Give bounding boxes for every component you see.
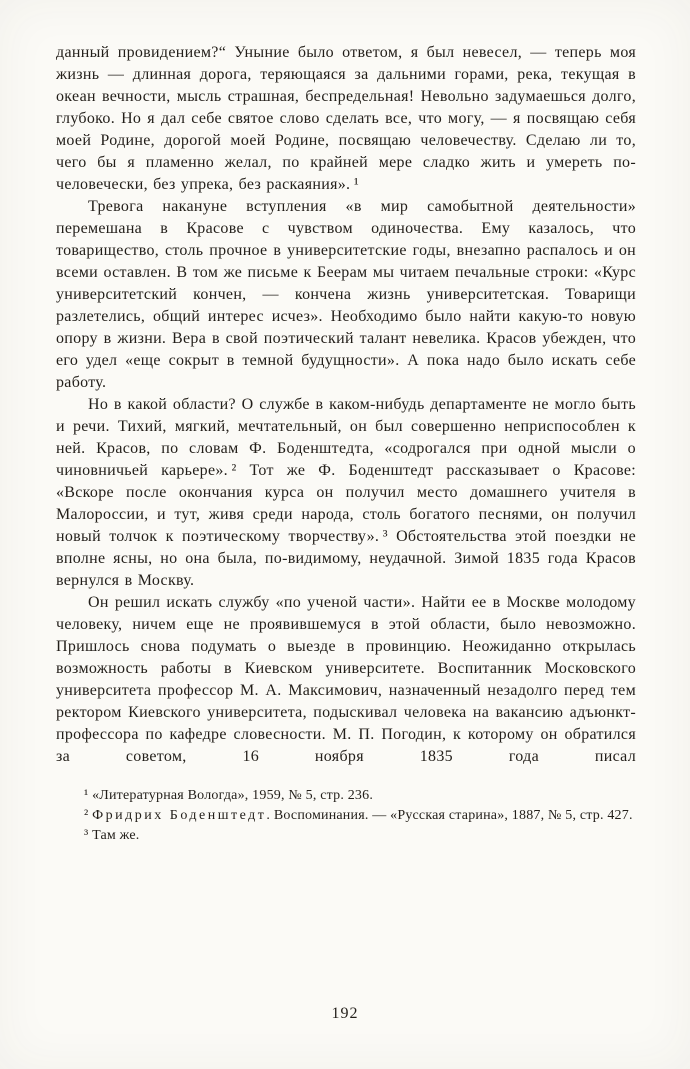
footnote-author-spaced: Фридрих Боденштедт — [92, 808, 267, 823]
body-text — [56, 42, 636, 768]
page-number: 192 — [331, 1005, 359, 1022]
footnote-text: ¹ «Литературная Вологда», 1959, № 5, стр. 236. — [84, 788, 374, 803]
paragraph: Но в какой области? О службе в каком-нибудь департаменте не могло быть и речи. Тихий, мягкий, мечтательный, он был совершенно неприспособлен к ней. Красов, по словам Ф. Боденштедта, «содрогался при одной мысли о чиновничьей карьере». ² Тот же Ф. Боденштедт рассказывает о Красове: «Вскоре после окончания курса он получил место домашнего учителя в Малороссии, и тут, живя среди народа, столь богатого песнями, он получил новый толчок к поэтическому творчеству». ³ Обстоятельства этой поездки не вполне ясны, но она была, по-видимому, неудачной. Зимой 1835 года Красов вернулся в Москву. — [56, 396, 636, 589]
paragraph: данный провидением?“ Уныние было ответом, я был невесел, — теперь моя жизнь — длинная дорога, теряющаяся за дальними горами, река, текущая в океан вечности, мысль страшная, беспредельная! Невольно задумаешься долго, глубоко. Но я дал себе святое слово сделать все, что могу, — я посвящаю себя моей Родине, дорогой моей Родине, посвящаю человечеству. Сделаю ли то, чего бы я пламенно желал, по крайней мере сладко жить и умереть по-человечески, без упрека, без раскаяния». ¹ — [56, 44, 636, 193]
footnote — [56, 806, 636, 826]
paragraph: Он решил искать службу «по ученой части». Найти ее в Москве молодому человеку, ничем еще не проявившемуся в этой области, было невозможно. Пришлось снова подумать о выезде в провинцию. Неожиданно открылась возможность работы в Киевском университете. Воспитанник Московского университета профессор М. А. Максимович, назначенный незадолго перед тем ректором Киевского университета, подыскивал человека на вакансию адъюнкт-профессора по кафедре словесности. М. П. Погодин, к которому он обратился за советом, 16 ноября 1835 года писал — [56, 594, 636, 765]
footnotes-section — [56, 786, 636, 846]
footnote — [56, 826, 636, 846]
footnote-text: ³ Там же. — [84, 828, 140, 843]
footnote — [56, 786, 636, 806]
footnote-text: . Воспоминания. — «Русская старина», 1887, № 5, стр. 427. — [266, 808, 633, 823]
footnote-text: ² — [84, 808, 93, 823]
paragraph: Тревога накануне вступления «в мир самобытной деятельности» перемешана в Красове с чувством одиночества. Ему казалось, что товарищество, столь прочное в университетские годы, внезапно распалось и он всеми оставлен. В том же письме к Беерам мы читаем печальные строки: «Курс университетский кончен, — кончена жизнь университетская. Товарищи разлетелись, общий интерес исчез». Необходимо было найти какую-то новую опору в жизни. Вера в свой поэтический талант невелика. Красов убежден, что его удел «еще сокрыт в темной будущности». А пока надо было искать себе работу. — [56, 198, 636, 391]
